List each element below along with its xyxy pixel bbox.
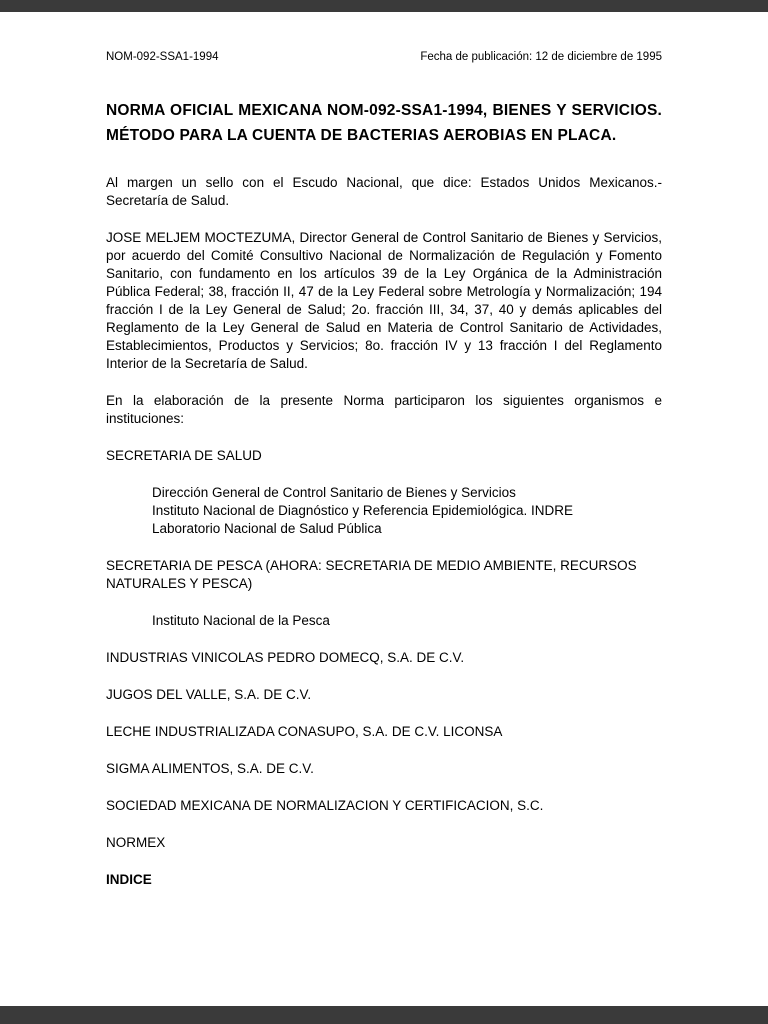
indice-heading: INDICE xyxy=(106,872,152,887)
organization-line: JUGOS DEL VALLE, S.A. DE C.V. xyxy=(106,687,312,702)
paragraph-director: JOSE MELJEM MOCTEZUMA, Director General de Control Sanitario de Bienes y Servicios, por acuerdo del Comité Consultivo Nacional de Normalización de Regulación y Fomento Sanitario, con fundamento en los artículos 39 de la Ley Orgánica de la Administración Pública Federal; 38, fracción II, 47 de la Ley Federal sobre Metrología y Normalización; 194 fracción I de la Ley General de Salud; 2o. fracción III, 34, 37, 40 y demás aplicables del Reglamento de la Ley General de Salud en Materia de Control Sanitario de Actividades, Establecimientos, Productos y Servicios; 8o. fracción IV y 13 fracción I del Reglamento Interior de la Secretaría de Salud. xyxy=(106,230,662,371)
list-item: Dirección General de Control Sanitario de Bienes y Servicios xyxy=(152,485,516,500)
document-page xyxy=(0,12,768,1006)
organization-line: NORMEX xyxy=(106,835,166,850)
organization-line: SOCIEDAD MEXICANA DE NORMALIZACION Y CERTIFICACION, S.C. xyxy=(106,798,544,813)
organization-line: INDUSTRIAS VINICOLAS PEDRO DOMECQ, S.A. DE C.V. xyxy=(106,650,465,665)
list-item: Instituto Nacional de Diagnóstico y Referencia Epidemiológica. INDRE xyxy=(152,503,573,518)
publication-date: Fecha de publicación: 12 de diciembre de 1995 xyxy=(420,51,662,63)
org-pesca-sublist xyxy=(152,612,662,630)
list-item: Laboratorio Nacional de Salud Pública xyxy=(152,521,382,536)
org-heading-pesca: SECRETARIA DE PESCA (AHORA: SECRETARIA DE MEDIO AMBIENTE, RECURSOS NATURALES Y PESCA) xyxy=(106,558,637,591)
paragraph-intro: En la elaboración de la presente Norma participaron los siguientes organismos e instituciones: xyxy=(106,393,662,426)
organization-line: LECHE INDUSTRIALIZADA CONASUPO, S.A. DE C.V. LICONSA xyxy=(106,724,503,739)
doc-title: NORMA OFICIAL MEXICANA NOM-092-SSA1-1994, BIENES Y SERVICIOS. MÉTODO PARA LA CUENTA DE BACTERIAS AEROBIAS EN PLACA. xyxy=(106,102,662,144)
page-header xyxy=(106,50,662,64)
list-item: Instituto Nacional de la Pesca xyxy=(152,613,330,628)
organization-line: SIGMA ALIMENTOS, S.A. DE C.V. xyxy=(106,761,314,776)
org-salud-sublist xyxy=(152,484,662,538)
org-heading-salud: SECRETARIA DE SALUD xyxy=(106,448,262,463)
paragraph-seal: Al margen un sello con el Escudo Nacional, que dice: Estados Unidos Mexicanos.- Secretaría de Salud. xyxy=(106,175,662,208)
doc-number: NOM-092-SSA1-1994 xyxy=(106,51,219,63)
